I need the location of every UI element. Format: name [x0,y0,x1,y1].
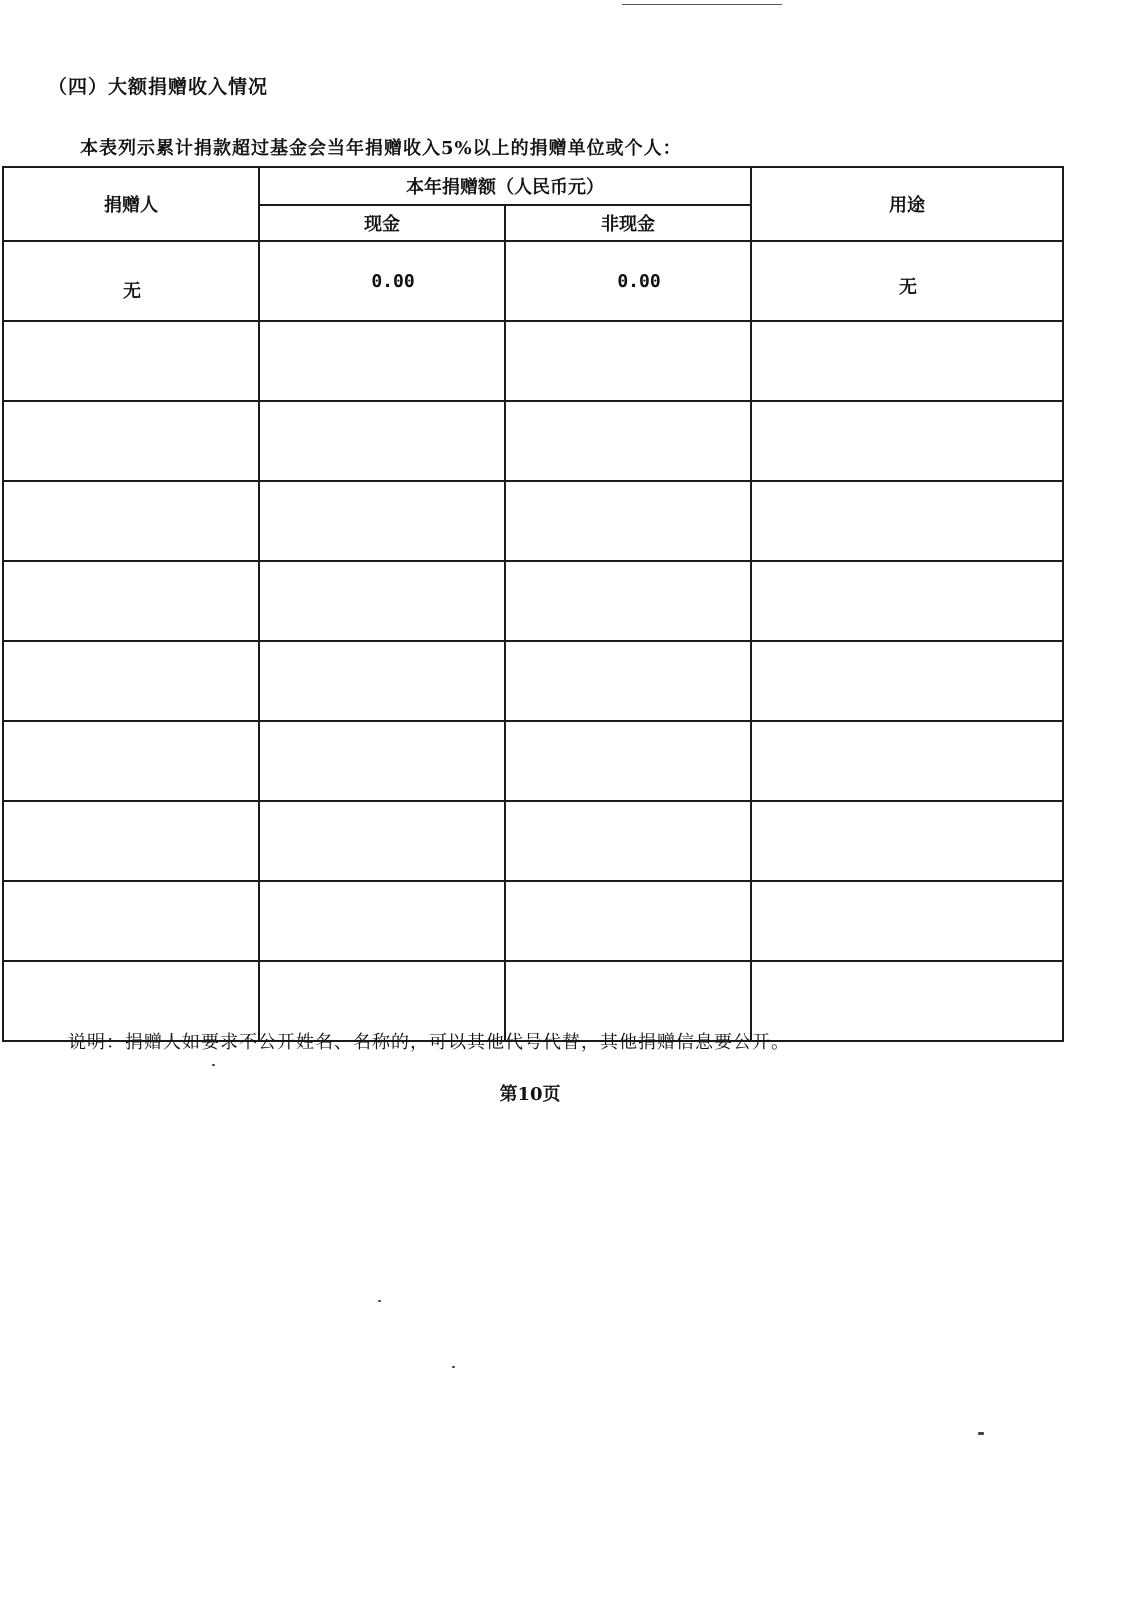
use-cell-text [906,597,908,607]
large-donation-table [2,166,1064,1042]
donor-cell [3,241,259,321]
use-cell-text [906,837,908,847]
use-cell-text [906,997,908,1007]
use-cell [751,401,1063,481]
cash-cell-text: 0.00 [371,270,415,292]
use-cell-text [906,677,908,687]
use-cell-text [906,517,908,527]
donor-cell-text [130,750,132,768]
donor-cell [3,321,259,401]
scan-speck [212,1064,215,1066]
donor-cell-text [130,830,132,848]
use-cell [751,721,1063,801]
donor-cell [3,801,259,881]
use-cell [751,321,1063,401]
noncash-cell [505,721,751,801]
use-cell [751,241,1063,321]
cash-cell [259,721,505,801]
table-row [3,641,1063,721]
use-cell-text [906,357,908,367]
use-cell [751,961,1063,1041]
intro-text: 本表列示累计捐款超过基金会当年捐赠收入5%以上的捐赠单位或个人： [80,138,682,159]
noncash-cell [505,561,751,641]
table-row [3,321,1063,401]
cash-cell [259,401,505,481]
use-cell [751,881,1063,961]
donor-cell-text [130,670,132,688]
donor-cell [3,721,259,801]
donor-cell [3,641,259,721]
noncash-cell [505,401,751,481]
table-row [3,721,1063,801]
donor-cell [3,401,259,481]
noncash-cell [505,881,751,961]
donor-cell-text [130,430,132,448]
donor-cell [3,481,259,561]
donor-cell-text [130,510,132,528]
use-cell-text [906,917,908,927]
use-cell [751,481,1063,561]
donor-cell-text [130,350,132,368]
scan-speck [452,1366,455,1368]
noncash-cell [505,481,751,561]
donor-cell-text [130,910,132,928]
use-cell-text: 无 [899,277,917,298]
cash-cell [259,561,505,641]
header-cash: 现金 [259,205,505,241]
scan-top-rule [622,4,782,5]
header-row-top [3,167,1063,205]
noncash-cell [505,801,751,881]
cash-cell [259,321,505,401]
use-cell-text [906,757,908,767]
noncash-cell-text: 0.00 [617,270,661,292]
header-donor: 捐赠人 [3,167,259,241]
donor-cell [3,561,259,641]
use-cell [751,801,1063,881]
cash-cell [259,241,505,321]
donor-cell-text [130,990,132,1008]
header-use: 用途 [751,167,1063,241]
noncash-cell [505,241,751,321]
table-row [3,561,1063,641]
noncash-cell [505,641,751,721]
header-noncash: 非现金 [505,205,751,241]
table-row [3,881,1063,961]
table-row [3,481,1063,561]
use-cell [751,641,1063,721]
header-amount: 本年捐赠额（人民币元） [259,167,751,205]
use-cell [751,561,1063,641]
cash-cell [259,481,505,561]
noncash-cell [505,321,751,401]
donor-cell-text: 无 [123,281,141,302]
table-body [3,241,1063,1041]
scan-speck [378,1300,381,1302]
cash-cell [259,881,505,961]
table-row [3,241,1063,321]
use-cell-text [906,437,908,447]
page-number: 第10页 [499,1084,561,1105]
cash-cell [259,801,505,881]
cash-cell [259,641,505,721]
explanation-note: 说明：捐赠人如要求不公开姓名、名称的，可以其他代号代替，其他捐赠信息要公开。 [68,1032,790,1053]
table-row [3,401,1063,481]
section-title: （四）大额捐赠收入情况 [48,76,269,98]
donor-cell [3,881,259,961]
table-row [3,801,1063,881]
scan-speck [978,1432,984,1435]
donor-cell-text [130,590,132,608]
